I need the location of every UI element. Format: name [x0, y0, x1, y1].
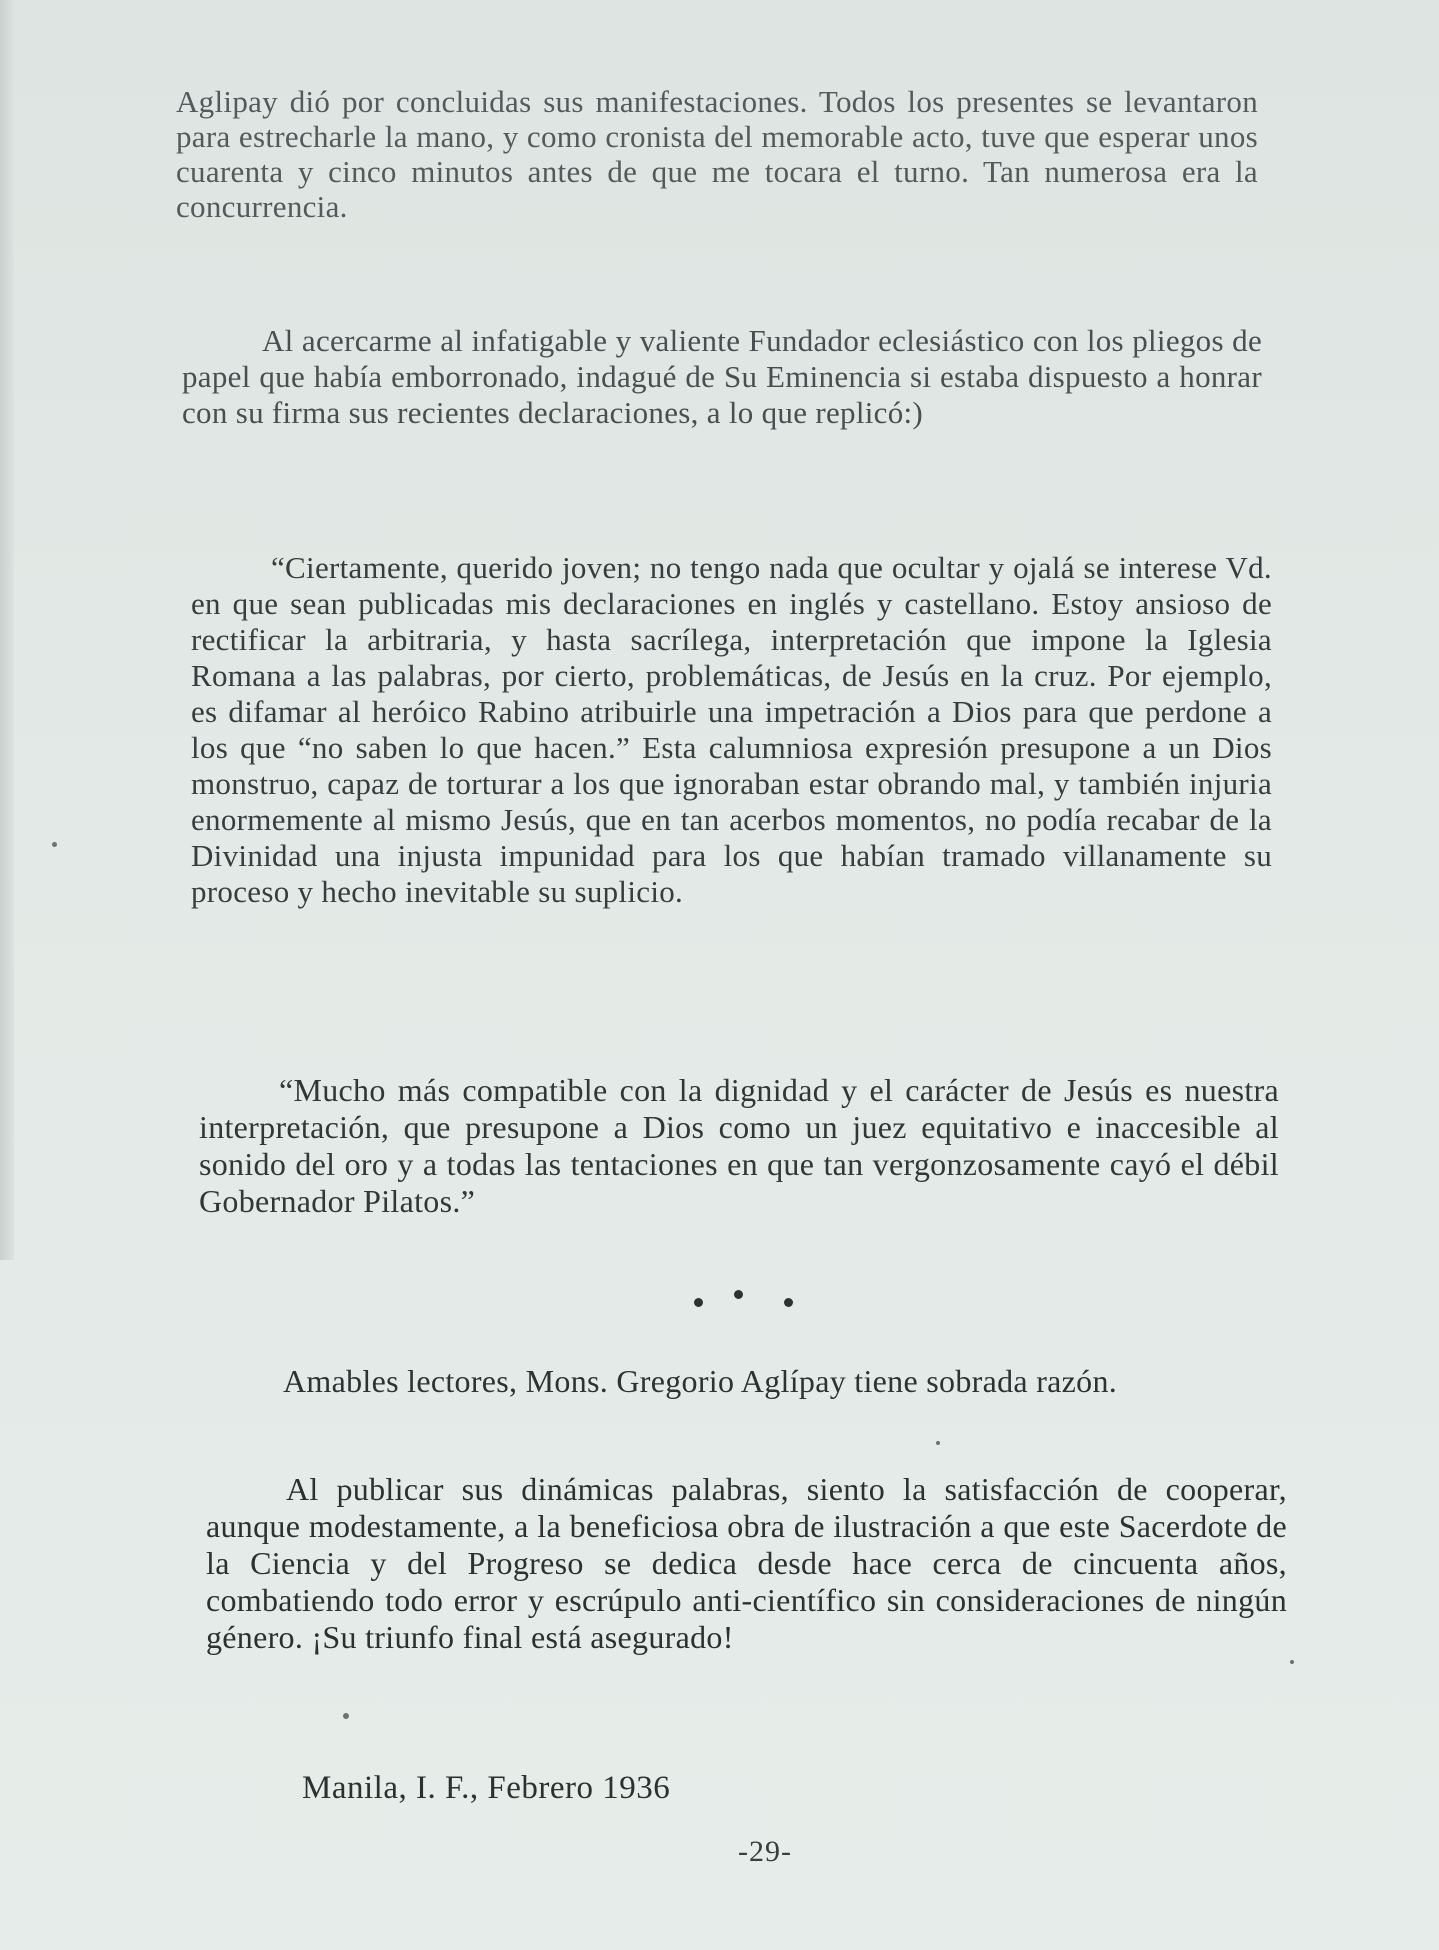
paragraph-address-to-readers: Amables lectores, Mons. Gregorio Aglípay tiene sobrada razón.	[283, 1363, 1118, 1399]
ink-speck	[343, 1713, 349, 1719]
paragraph-aglipay-quote-2: “Mucho más compatible con la dignidad y el carácter de Jesús es nuestra interpretación, que presupone a Dios como un juez equitativo e inaccesible al sonido del oro y a todas las tentaciones en que tan vergonzosamente cayó el débil Gobernador Pilatos.”	[199, 1072, 1279, 1219]
paragraph-conclusion: Al publicar sus dinámicas palabras, siento la satisfacción de cooperar, aunque modestamente, a la beneficiosa obra de ilustración a que este Sacerdote de la Ciencia y del Progreso se dedica desde hace cerca de cincuenta años, combatiendo todo error y escrúpulo anti-científico sin consideraciones de ningún género. ¡Su triunfo final está asegurado!	[206, 1471, 1287, 1655]
ink-speck	[52, 842, 57, 847]
page-edge-shadow	[0, 0, 14, 1260]
ink-speck	[1290, 1660, 1294, 1664]
section-break-ornament	[690, 1284, 800, 1314]
ink-speck	[936, 1441, 940, 1445]
page-number: -29-	[738, 1835, 792, 1868]
paragraph-closing-remarks: Aglipay dió por concluidas sus manifestaciones. Todos los presentes se levantaron para estrecharle la mano, y como cronista del memorable acto, tuve que esperar unos cuarenta y cinco minutos antes de que me tocara el turno. Tan numerosa era la concurrencia.	[176, 84, 1258, 224]
paragraph-aglipay-quote-1: “Ciertamente, querido joven; no tengo nada que ocultar y ojalá se interese Vd. en que sean publicadas mis declaraciones en inglés y castellano. Estoy ansioso de rectificar la arbitraria, y hasta sacrílega, interpretación que impone la Iglesia Romana a las palabras, por cierto, problemáticas, de Jesús en la cruz. Por ejemplo, es difamar al heróico Rabino atribuirle una impetración a Dios para que perdone a los que “no saben lo que hacen.” Esta calumniosa expresión presupone a un Dios monstruo, capaz de torturar a los que ignoraban estar obrando mal, y también injuria enormemente al mismo Jesús, que en tan acerbos momentos, no podía recabar de la Divinidad una injusta impunidad para los que habían tramado villanamente su proceso y hecho inevitable su suplicio.	[191, 550, 1272, 909]
place-and-date-line: Manila, I. F., Febrero 1936	[302, 1770, 671, 1806]
paragraph-signature-request: Al acercarme al infatigable y valiente Fundador eclesiástico con los pliegos de papel que había emborronado, indagué de Su Eminencia si estaba dispuesto a honrar con su firma sus recientes declaraciones, a lo que replicó:)	[182, 323, 1262, 430]
